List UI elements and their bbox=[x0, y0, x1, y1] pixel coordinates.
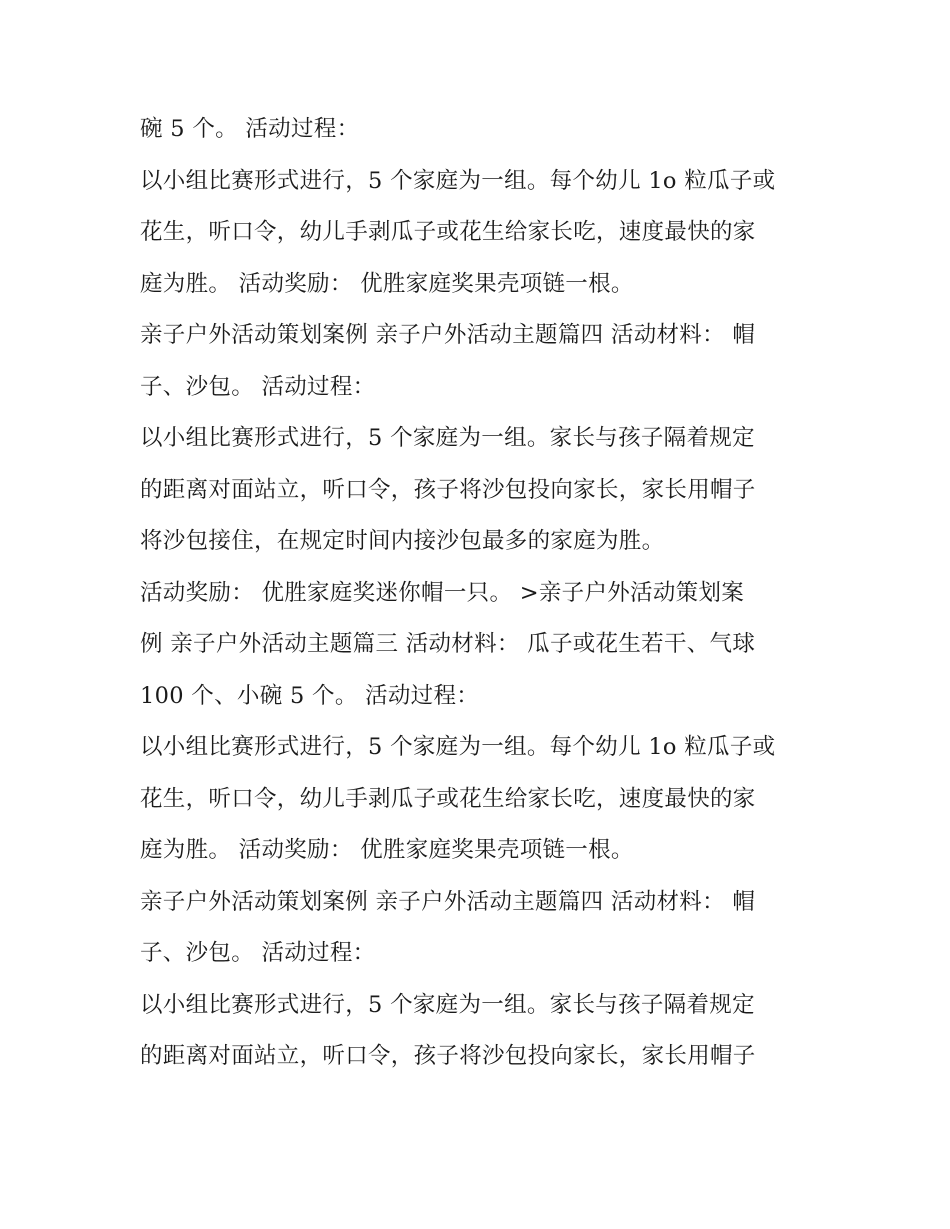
text-line: 庭为胜。 活动奖励： 优胜家庭奖果壳项链一根。 bbox=[140, 837, 634, 863]
text-line: 花生，听口令，幼儿手剥瓜子或花生给家长吃，速度最快的家 bbox=[140, 785, 756, 812]
text-line: 亲子户外活动策划案例 亲子户外活动主题篇四 活动材料： 帽 bbox=[140, 322, 756, 348]
text-line: 子、沙包。 活动过程： bbox=[140, 373, 376, 400]
text-line: 以小组比赛形式进行，5 个家庭为一组。每个幼儿 1o 粒瓜子或 bbox=[140, 167, 776, 194]
text-line: 子、沙包。 活动过程： bbox=[140, 940, 376, 966]
text-line: 的距离对面站立，听口令，孩子将沙包投向家长，家长用帽子 bbox=[140, 1043, 756, 1069]
text-line: 以小组比赛形式进行，5 个家庭为一组。每个幼儿 1o 粒瓜子或 bbox=[140, 734, 776, 760]
text-line: 花生，听口令，幼儿手剥瓜子或花生给家长吃，速度最快的家 bbox=[140, 219, 756, 245]
text-line: 的距离对面站立，听口令，孩子将沙包投向家长，家长用帽子 bbox=[140, 476, 756, 503]
text-line: 将沙包接住，在规定时间内接沙包最多的家庭为胜。 bbox=[140, 528, 665, 554]
text-line: 以小组比赛形式进行，5 个家庭为一组。家长与孩子隔着规定 bbox=[140, 425, 755, 451]
text-line: 活动奖励： 优胜家庭奖迷你帽一只。 >亲子户外活动策划案 bbox=[140, 579, 745, 606]
text-line: 亲子户外活动策划案例 亲子户外活动主题篇四 活动材料： 帽 bbox=[140, 888, 756, 915]
text-line: 庭为胜。 活动奖励： 优胜家庭奖果壳项链一根。 bbox=[140, 270, 634, 297]
text-line: 碗 5 个。 活动过程： bbox=[140, 116, 360, 142]
text-line: 100 个、小碗 5 个。 活动过程： bbox=[140, 682, 480, 709]
text-line: 例 亲子户外活动主题篇三 活动材料： 瓜子或花生若干、气球 bbox=[140, 631, 756, 657]
document-body bbox=[140, 104, 820, 1083]
text-line: 以小组比赛形式进行，5 个家庭为一组。家长与孩子隔着规定 bbox=[140, 991, 755, 1018]
